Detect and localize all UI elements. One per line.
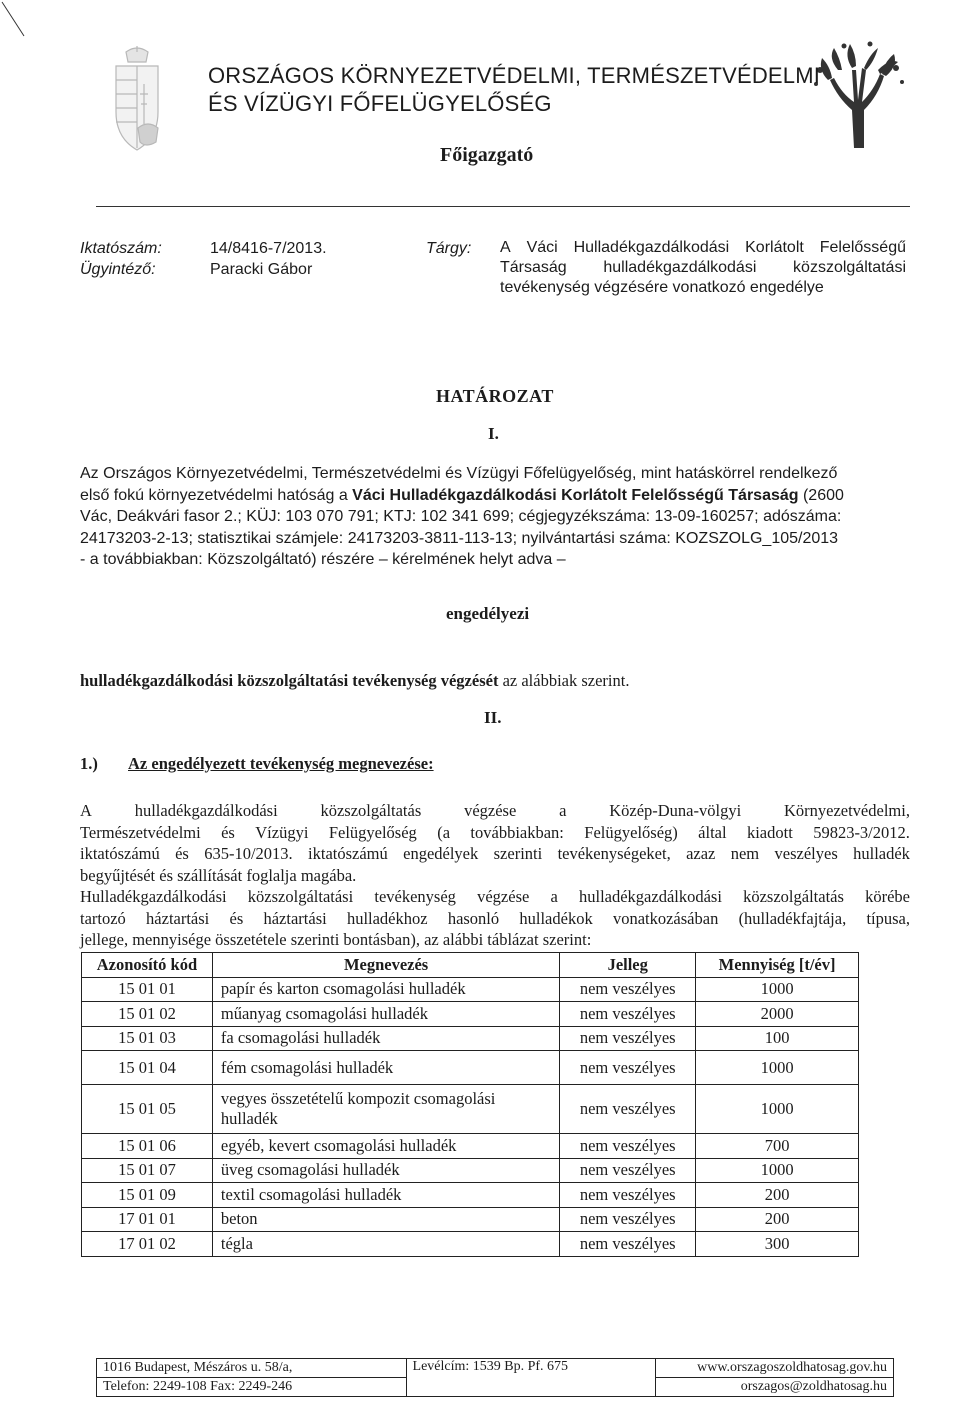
subject-line-2: Társaság hulladékgazdálkodási közszolgáltatási bbox=[500, 259, 906, 276]
contact-footer bbox=[96, 1358, 894, 1397]
org-name-line-1: ORSZÁGOS KÖRNYEZETVÉDELMI, TERMÉSZETVÉDELMI bbox=[208, 63, 821, 88]
section-one-heading: I. bbox=[488, 424, 499, 443]
table-row: 15 01 06 egyéb, kevert csomagolási hulladék nem veszélyes 700 bbox=[82, 1134, 859, 1159]
footer-website-link[interactable]: www.orszagoszoldhatosag.gov.hu bbox=[656, 1359, 894, 1378]
tree-logo-icon bbox=[808, 40, 908, 150]
column-header-code: Azonosító kód bbox=[82, 953, 213, 978]
subject-line-1: A Váci Hulladékgazdálkodási Korlátolt Felelősségű bbox=[500, 239, 906, 256]
table-row: 15 01 05 vegyes összetételű kompozit csomagolási hulladék nem veszélyes 1000 bbox=[82, 1085, 859, 1134]
decision-title: HATÁROZAT bbox=[436, 386, 554, 406]
header-divider bbox=[96, 206, 910, 207]
table-row: 17 01 02 tégla nem veszélyes 300 bbox=[82, 1232, 859, 1257]
table-row: 15 01 09 textil csomagolási hulladék nem veszélyes 200 bbox=[82, 1183, 859, 1208]
table-header-row bbox=[82, 953, 859, 978]
point-one-number: 1.) bbox=[80, 754, 98, 773]
section-two-heading: II. bbox=[484, 708, 502, 727]
company-name: Váci Hulladékgazdálkodási Korlátolt Felelősségű Társaság bbox=[352, 486, 799, 504]
reference-number-label: Iktatószám: bbox=[80, 240, 162, 257]
subject-line-3: tevékenység végzésére vonatkozó engedélye bbox=[500, 279, 824, 296]
activity-paragraph-2: Hulladékgazdálkodási közszolgáltatási tevékenység végzése a hulladékgazdálkodási közszolgáltatás körébe tartozó háztartási és háztartási hulladékhoz hasonló hulladékok vonatkozásában (hulladékfajtája, típusa, jellege, mennyisége összetétele szerinti bontásban), az alábbi táblázat szerint: bbox=[80, 887, 910, 949]
permits-verb: engedélyezi bbox=[446, 604, 530, 623]
org-name-line-2: ÉS VÍZÜGYI FŐFELÜGYELŐSÉG bbox=[208, 91, 552, 116]
footer-address: 1016 Budapest, Mészáros u. 58/a, bbox=[97, 1359, 407, 1378]
case-officer-value: Paracki Gábor bbox=[210, 261, 313, 278]
footer-mail-address: Levélcím: 1539 Bp. Pf. 675 bbox=[406, 1359, 656, 1397]
pen-mark bbox=[0, 0, 30, 40]
table-row: 15 01 01 papír és karton csomagolási hulladék nem veszélyes 1000 bbox=[82, 977, 859, 1002]
activity-statement: hulladékgazdálkodási közszolgáltatási tevékenység végzését az alábbiak szerint. bbox=[80, 671, 630, 690]
subject-label: Tárgy: bbox=[426, 240, 472, 257]
table-row: 15 01 03 fa csomagolási hulladék nem veszélyes 100 bbox=[82, 1026, 859, 1051]
table-row: 15 01 07 üveg csomagolási hulladék nem veszélyes 1000 bbox=[82, 1158, 859, 1183]
waste-table bbox=[81, 952, 859, 1257]
director-title: Főigazgató bbox=[440, 144, 534, 166]
column-header-name: Megnevezés bbox=[212, 953, 559, 978]
table-row: 15 01 02 műanyag csomagolási hulladék nem veszélyes 2000 bbox=[82, 1002, 859, 1027]
table-row: 17 01 01 beton nem veszélyes 200 bbox=[82, 1207, 859, 1232]
footer-phone: Telefon: 2249-108 Fax: 2249-246 bbox=[97, 1378, 407, 1397]
case-officer-label: Ügyintéző: bbox=[80, 261, 156, 278]
footer-email-link[interactable]: orszagos@zoldhatosag.hu bbox=[656, 1378, 894, 1397]
intro-paragraph: Az Országos Környezetvédelmi, Természetvédelmi és Vízügyi Főfelügyelőség, mint hatáskörrel rendelkező első fokú környezetvédelmi hatóság a Váci Hulladékgazdálkodási Korlátolt Felelősségű Társaság (2600 Vác, Deákvári fasor 2.; KÜJ: 103 070 791; KTJ: 102 341 699; cégjegyzékszáma: 13-09-160257; adószáma: 24173203-2-13; statisztikai számjele: 24173203-3811-113-13; nyilvántartási száma: KOZSZOLG_105/2013 - a továbbiakban: Közszolgáltató) részére – kérelmének helyt adva – bbox=[80, 465, 844, 568]
table-row: 15 01 04 fém csomagolási hulladék nem veszélyes 1000 bbox=[82, 1051, 859, 1085]
hungarian-coat-of-arms-icon bbox=[108, 44, 166, 156]
subject-text bbox=[500, 238, 906, 298]
reference-number-value: 14/8416-7/2013. bbox=[210, 240, 327, 257]
organization-name bbox=[208, 62, 820, 118]
activity-paragraph-1: A hulladékgazdálkodási közszolgáltatás végzése a Közép-Duna-völgyi Környezetvédelmi, Természetvédelmi és Vízügyi Felügyelőség (a továbbiakban: Felügyelőség) által kiadott 59823-3/2012. iktatószámú és 635-10/2013. iktatószámú engedélyek szerinti tevékenységeket, azaz nem veszélyes hulladék begyűjtését és szállítását foglalja magába. bbox=[80, 801, 910, 885]
point-one-title: Az engedélyezett tevékenység megnevezése: bbox=[128, 754, 434, 773]
column-header-type: Jelleg bbox=[560, 953, 696, 978]
column-header-quantity: Mennyiség [t/év] bbox=[696, 953, 859, 978]
